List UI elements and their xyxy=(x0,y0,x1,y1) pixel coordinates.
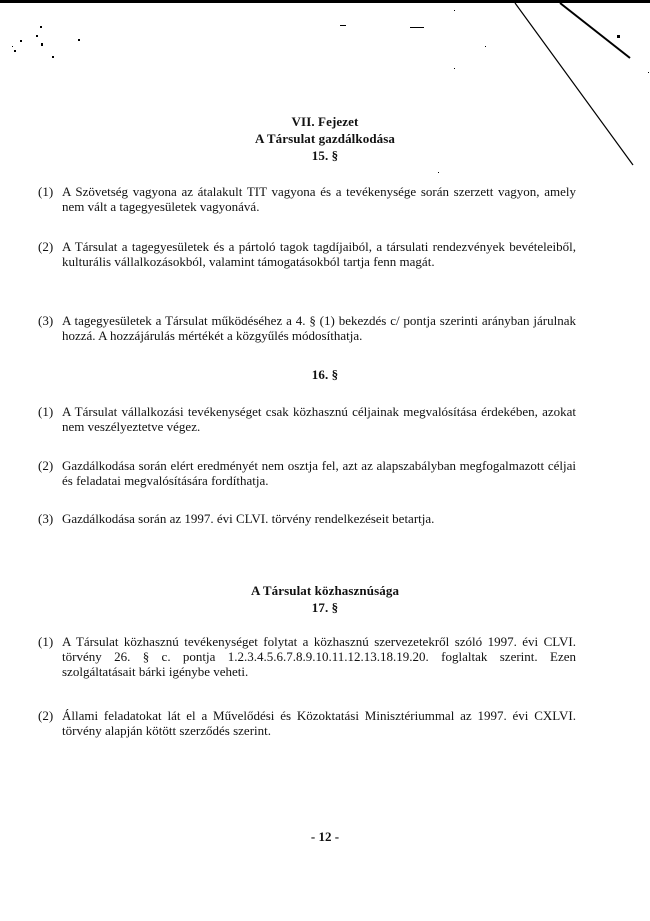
paragraph-text: Gazdálkodása során elért eredményét nem osztja fel, azt az alapszabályban megfogalmazott céljai és feladatai megvalósítására fordíthatja. xyxy=(62,458,576,488)
section-title-17: A Társulat közhasznúsága xyxy=(250,583,400,598)
paragraph-15-3 xyxy=(38,313,576,343)
paragraph-15-2 xyxy=(38,239,576,269)
section-number-16: 16. § xyxy=(311,367,339,382)
chapter-title: VII. Fejezet xyxy=(291,114,359,129)
paragraph-15-1 xyxy=(38,184,576,214)
paragraph-text: Gazdálkodása során az 1997. évi CLVI. törvény rendelkezéseit betartja. xyxy=(62,511,435,526)
paragraph-16-2 xyxy=(38,458,576,488)
section-number-15: 15. § xyxy=(311,148,339,163)
scan-top-border xyxy=(0,0,650,3)
paragraph-number: (2) xyxy=(38,458,54,473)
page-number: - 12 - xyxy=(310,829,340,844)
paragraph-17-1 xyxy=(38,634,576,679)
section-number-17: 17. § xyxy=(311,600,339,615)
paragraph-number: (1) xyxy=(38,184,54,199)
paragraph-16-3 xyxy=(38,511,576,526)
paragraph-number: (3) xyxy=(38,511,54,526)
paragraph-text: A Szövetség vagyona az átalakult TIT vagyona és a tevékenysége során szerzett vagyon, amely nem vált a tagegyesületek vagyonává. xyxy=(62,184,576,214)
scan-fold-line-upper xyxy=(560,3,630,58)
paragraph-number: (2) xyxy=(38,708,54,723)
paragraph-number: (1) xyxy=(38,634,54,649)
paragraph-text: A tagegyesületek a Társulat működéséhez a 4. § (1) bekezdés c/ pontja szerinti arányban járulnak hozzá. A hozzájárulás mértékét a közgyűlés módosíthatja. xyxy=(62,313,576,343)
paragraph-text: A Társulat a tagegyesületek és a pártoló tagok tagdíjaiból, a társulati rendezvények bevételeiből, kulturális vállalkozásokból, valamint támogatásokból tartja fenn magát. xyxy=(62,239,576,269)
paragraph-text: A Társulat vállalkozási tevékenységet csak közhasznú céljainak megvalósítása érdekében, azokat nem veszélyeztetve végez. xyxy=(62,404,576,434)
paragraph-number: (1) xyxy=(38,404,54,419)
paragraph-text: A Társulat közhasznú tevékenységet folytat a közhasznú szervezetekről szóló 1997. évi CLVI. törvény 26. § c. pontja 1.2.3.4.5.6.7.8.9.10.11.12.13.18.19.20. foglaltak szerint. Ezen szolgáltatásait bárki igénybe veheti. xyxy=(62,634,576,679)
paragraph-number: (3) xyxy=(38,313,54,328)
paragraph-text: Állami feladatokat lát el a Művelődési és Közoktatási Minisztériummal az 1997. évi CXLVI. törvény alapján kötött szerződés szerint. xyxy=(62,708,576,738)
paragraph-17-2 xyxy=(38,708,576,738)
paragraph-16-1 xyxy=(38,404,576,434)
paragraph-number: (2) xyxy=(38,239,54,254)
chapter-subtitle: A Társulat gazdálkodása xyxy=(254,131,396,146)
